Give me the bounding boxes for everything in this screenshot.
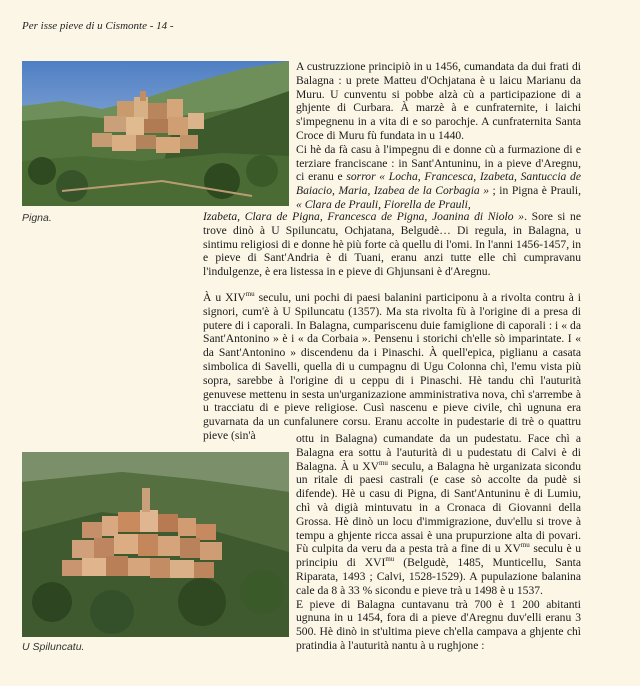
body-wide-2 — [203, 291, 581, 443]
photo-u-spiluncatu — [22, 452, 289, 637]
body-wide-1 — [203, 210, 581, 279]
paragraph-4: E pieve di Balagna cuntavanu trà 700 è 1 200 abitanti ugnuna in u 1454, fora di a pieve d'Aregnu duv'elli eranu 3 500. Hè dinò in st'ultima pieve ch'ella campava a ghjente chì pratindia à l'auturità nantu à u rughjone : — [296, 597, 581, 652]
paragraph-2-start: Ci hè da fà casu à l'impegnu di e donne cù a furmazione di e terziare franciscane : in Sant'Antuninu, in a pieve d'Aregnu, ci eranu e sorror « Locha, Francesca, Izabeta, Santuccia de Baiacio, Maria, Izabea de la Corbagia » ; in Pigna è Prauli, « Clara de Prauli, Fiorella de Prauli, — [296, 142, 581, 211]
paragraph-1: A custruzzione principiò in u 1456, cumandata da dui frati di Balagna : u prete Matteu d'Ochjatana è u laicu Marianu da Muru. U cunventu si pobbe alzà cù a participazione di a ghjente di Curbara. À marzè à e cunfraternite, i laichi s'impegnenu in a vita di e so parochje. A cunfraternita Santa Croce di Muru fù fundata in u 1440. — [296, 60, 581, 142]
caption-pigna: Pigna. — [22, 212, 52, 224]
body-column-top — [296, 60, 581, 212]
paragraph-3-end: ottu in Balagna) cumandate da un pudestatu. Face chì a Balagna era sottu à l'auturità di u pudestatu di Calvi è di Balagna. À u $XV^{mu}$ seculu, a Balagna hè urganizata sicondu un ritale di paesi castrali (e case sò accolte da pudè si difende). Hè u casu di Pigna, di Sant'Antuninu è di Lumiu, chì và digià mintuvatu in a Cronaca di Giovanni della Grossa. Hè dinò un locu d'immigrazione, duv'ellu si trove à tempu a ghjente ricca assai è una prupurzione alta di povari. Fù culpita da veru da a pesta trà a fine di u $XV^{mu}$ seculu è u principiu di $XVI^{mu}$ (Belgudè, 1485, Munticellu, Santa Riparata, 1493 ; Calvi, 1528-1529). A pupulazione balanina cale da 8 à 33 % sicondu e pieve trà u 1498 è u 1537. — [296, 432, 582, 597]
body-column-bottom — [296, 432, 581, 653]
paragraph-2-end: Izabeta, Clara de Pigna, Francesca de Pigna, Joanina di Niolo ». Sore si ne trove dinò à U Spiluncatu, Ochjatana, Belgudè… Di regula, in Balagna, u sintimu religiosi di e donne hè più forte cà quellu di l'omi. In l'anni 1456-1457, in e pieve di Sant'Andria è di Tuani, eranu anzi tutte elle chì cumpravanu l'indulgenze, è era listessa in e pieve di Ghjunsani è d'Aregnu. — [203, 210, 582, 279]
running-header: Per isse pieve di u Cismonte - 14 - — [22, 20, 174, 32]
paragraph-3-start: À u $XIV^{mu}$ seculu, uni pochi di paesi balanini participonu à a rivolta contru à i signori, cum'è à U Spiluncatu (1357). Ma sta rivolta fù à l'origine di a presa di putere di i caporali. In Balagna, cumpariscenu duie famiglione di caporali : i « da Sant'Antonino » è i « da Corbaia ». Pensenu i storichi ch'elle sò imparintate. I « da Sant'Antonino » discendenu da i Pinaschi. À quell'epica, piglianu a casata simbolica di Savelli, quella di u cumpagnu di Ugu Colonna chì, l'emu vista più sopra, sarebbe à l'origine di u ceppu di i Pinaschi. Hè tandu chì l'auturità genuvese mettenu in sesta un'urganizazione amministrativa nova, chì s'arrembe à u tracciatu di e pieve religiose. Cusì nascenu e pieve civile, chì ugnuna era guvarnata da un cunfalunere corsu. Eranu accolte in pudestarie di trè o quattru pieve (sin'à — [203, 290, 581, 442]
caption-u-spiluncatu: U Spiluncatu. — [22, 641, 85, 653]
photo-pigna — [22, 61, 289, 206]
